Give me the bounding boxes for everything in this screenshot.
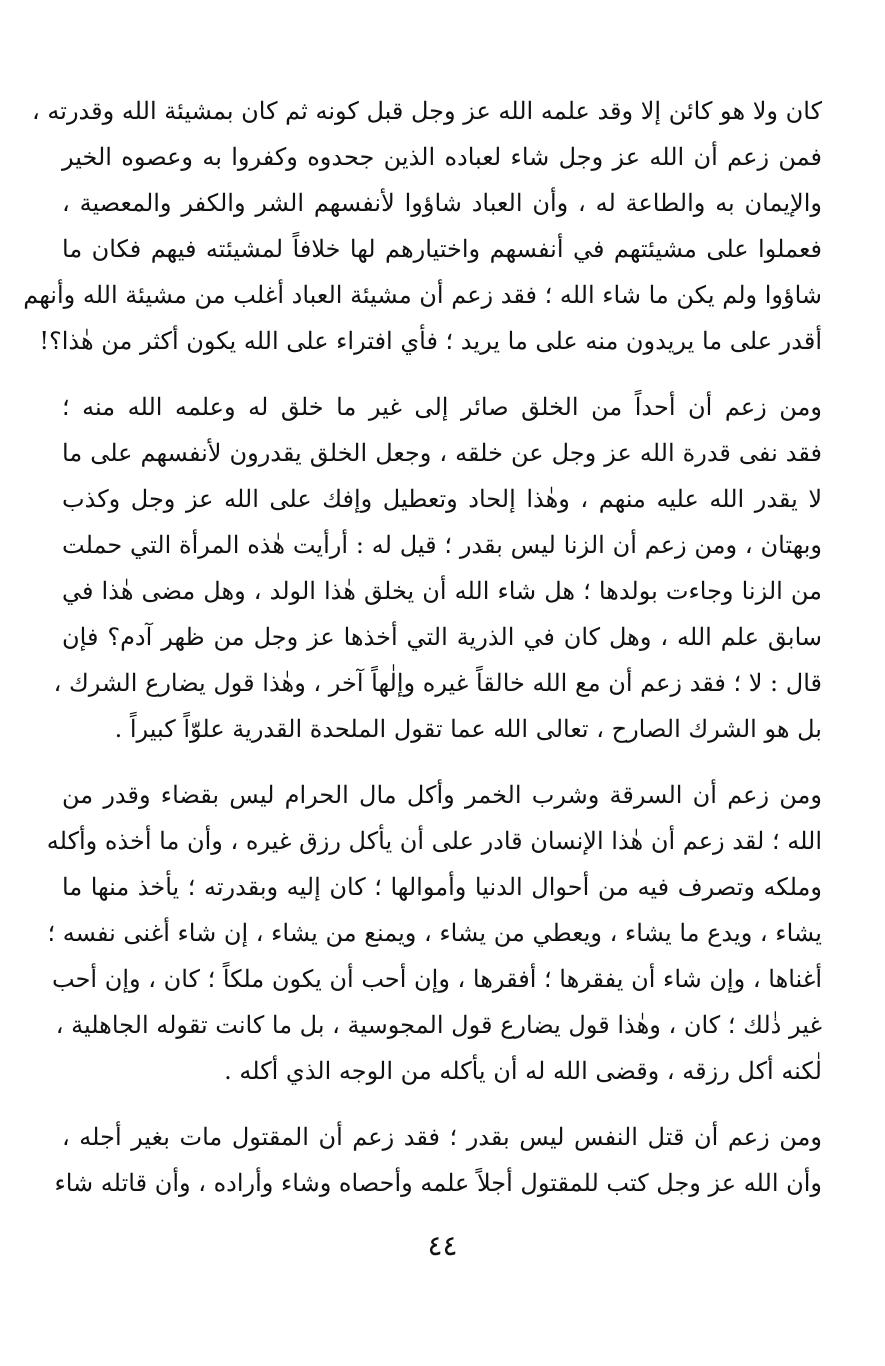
text-line: بل هو الشرك الصارح ، تعالى الله عما تقول الملحدة القدرية علوّاً كبيراً . [114,715,822,743]
text-line: أغناها ، وإن شاء أن يفقرها ؛ أفقرها ، وإن أحب أن يكون ملكاً ؛ كان ، وإن أحب [52,965,822,993]
paragraph-4 [54,1114,822,1206]
text-line: وأن الله عز وجل كتب للمقتول أجلاً علمه وأحصاه وشاء وأراده ، وأن قاتله شاء [54,1169,822,1197]
text-line: أقدر على ما يريدون منه على ما يريد ؛ فأي افتراء على الله يكون أكثر من هٰذا؟! [39,327,822,355]
text-line: فعملوا على مشيئتهم في أنفسهم واختيارهم لها خلافاً لمشيئته فيهم فكان ما [62,235,822,263]
text-line: والإيمان به والطاعة له ، وأن العباد شاؤوا لأنفسهم الشر والكفر والمعصية ، [62,189,822,217]
text-line: ومن زعم أن قتل النفس ليس بقدر ؛ فقد زعم أن المقتول مات بغير أجله ، [62,1123,822,1151]
text-line: لا يقدر الله عليه منهم ، وهٰذا إلحاد وتعطيل وإفك على الله عز وجل وكذب [62,485,822,513]
text-line: وبهتان ، ومن زعم أن الزنا ليس بقدر ؛ قيل له : أرأيت هٰذه المرأة التي حملت [62,531,822,559]
text-line: غير ذٰلك ؛ كان ، وهٰذا قول يضارع قول المجوسية ، بل ما كانت تقوله الجاهلية ، [55,1011,822,1039]
text-line: كان ولا هو كائن إلا وقد علمه الله عز وجل قبل كونه ثم كان بمشيئة الله وقدرته ، [32,97,822,125]
body-text [23,88,822,1226]
text-line: سابق علم الله ، وهل كان في الذرية التي أخذها عز وجل من ظهر آدم؟ فإن [62,623,822,651]
paragraph-3 [46,772,822,1094]
text-line: لٰكنه أكل رزقه ، وقضى الله له أن يأكله من الوجه الذي أكله . [224,1057,822,1085]
text-line: الله ؛ لقد زعم أن هٰذا الإنسان قادر على أن يأكل رزق غيره ، وأن ما أخذه وأكله [46,827,822,855]
text-line: فقد نفى قدرة الله عز وجل عن خلقه ، وجعل الخلق يقدرون لأنفسهم على ما [62,439,822,467]
text-line: فمن زعم أن الله عز وجل شاء لعباده الذين جحدوه وكفروا به وعصوه الخير [62,143,822,171]
text-line: شاؤوا ولم يكن ما شاء الله ؛ فقد زعم أن مشيئة العباد أغلب من مشيئة الله وأنهم [23,281,822,309]
text-line: يشاء ، ويدع ما يشاء ، ويعطي من يشاء ، ويمنع من يشاء ، إن شاء أغنى نفسه ؛ [47,919,822,947]
text-line: وملكه وتصرف فيه من أحوال الدنيا وأموالها ؛ كان إليه وبقدرته ؛ يأخذ منها ما [62,873,822,901]
text-line: قال : لا ؛ فقد زعم أن مع الله خالقاً غيره وإلٰهاً آخر ، وهٰذا قول يضارع الشرك ، [53,669,822,697]
paragraph-2 [53,384,822,752]
text-line: ومن زعم أن أحداً من الخلق صائر إلى غير ما خلق له وعلمه الله منه ؛ [62,393,822,421]
paragraph-1 [23,88,822,364]
page-number: ٤٤ [427,1229,458,1262]
text-line: من الزنا وجاءت بولدها ؛ هل شاء الله أن يخلق هٰذا الولد ، وهل مضى هٰذا في [62,577,822,605]
text-line: ومن زعم أن السرقة وشرب الخمر وأكل مال الحرام ليس بقضاء وقدر من [62,781,822,809]
